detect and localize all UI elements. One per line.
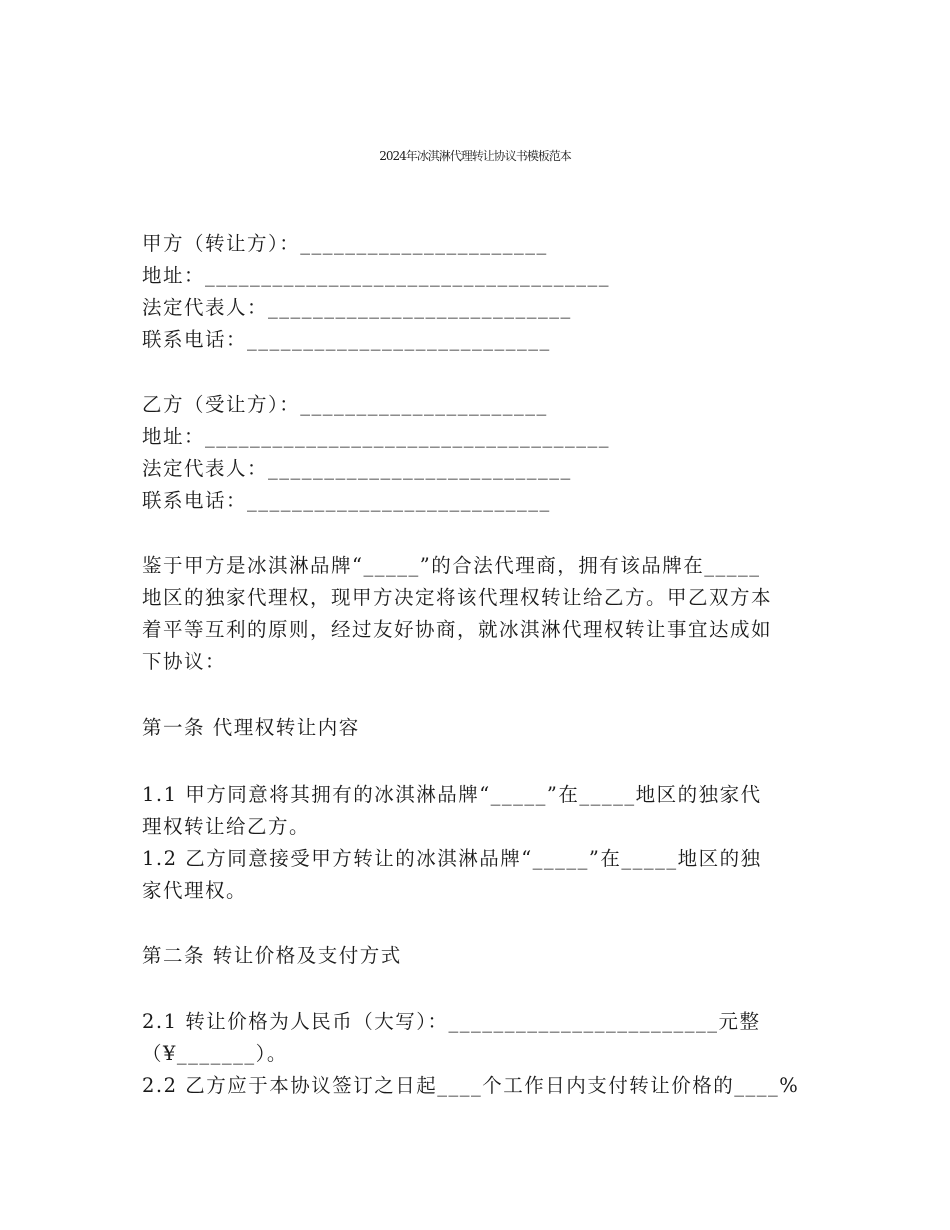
clause-line: 1.1 甲方同意将其拥有的冰淇淋品牌“_____”在_____地区的独家代 bbox=[142, 783, 762, 806]
clause-line: 家代理权。 bbox=[142, 879, 248, 902]
party-b-address-line: 地址：____________________________________ bbox=[142, 425, 611, 448]
party-a-rep-line: 法定代表人：___________________________ bbox=[142, 296, 572, 319]
preamble-line: 鉴于甲方是冰淇淋品牌“_____”的合法代理商，拥有该品牌在_____ bbox=[142, 554, 761, 577]
party-b-name-line: 乙方（受让方）：______________________ bbox=[142, 393, 548, 416]
clause-line: 2.1 转让价格为人民币（大写）：________________________元整 bbox=[142, 1010, 761, 1033]
clause-line: 1.2 乙方同意接受甲方转让的冰淇淋品牌“_____”在_____地区的独 bbox=[142, 847, 762, 870]
clause-line: （¥_______）。 bbox=[142, 1042, 288, 1065]
preamble-line: 下协议： bbox=[142, 650, 227, 673]
article-2-heading: 第二条 转让价格及支付方式 bbox=[142, 944, 402, 967]
preamble-line: 地区的独家代理权，现甲方决定将该代理权转让给乙方。甲乙双方本 bbox=[142, 586, 773, 609]
clause-line: 理权转让给乙方。 bbox=[142, 815, 311, 838]
party-b-phone-line: 联系电话：___________________________ bbox=[142, 489, 551, 512]
article-1-heading: 第一条 代理权转让内容 bbox=[142, 716, 360, 739]
document-title: 2024年冰淇淋代理转让协议书模板范本 bbox=[379, 149, 571, 163]
party-b-rep-line: 法定代表人：___________________________ bbox=[142, 457, 572, 480]
party-a-address-line: 地址：____________________________________ bbox=[142, 264, 611, 287]
party-a-phone-line: 联系电话：___________________________ bbox=[142, 328, 551, 351]
party-a-name-line: 甲方（转让方）：______________________ bbox=[142, 232, 548, 255]
preamble-line: 着平等互利的原则，经过友好协商，就冰淇淋代理权转让事宜达成如 bbox=[142, 618, 773, 641]
clause-line: 2.2 乙方应于本协议签订之日起____个工作日内支付转让价格的____% bbox=[142, 1074, 800, 1097]
